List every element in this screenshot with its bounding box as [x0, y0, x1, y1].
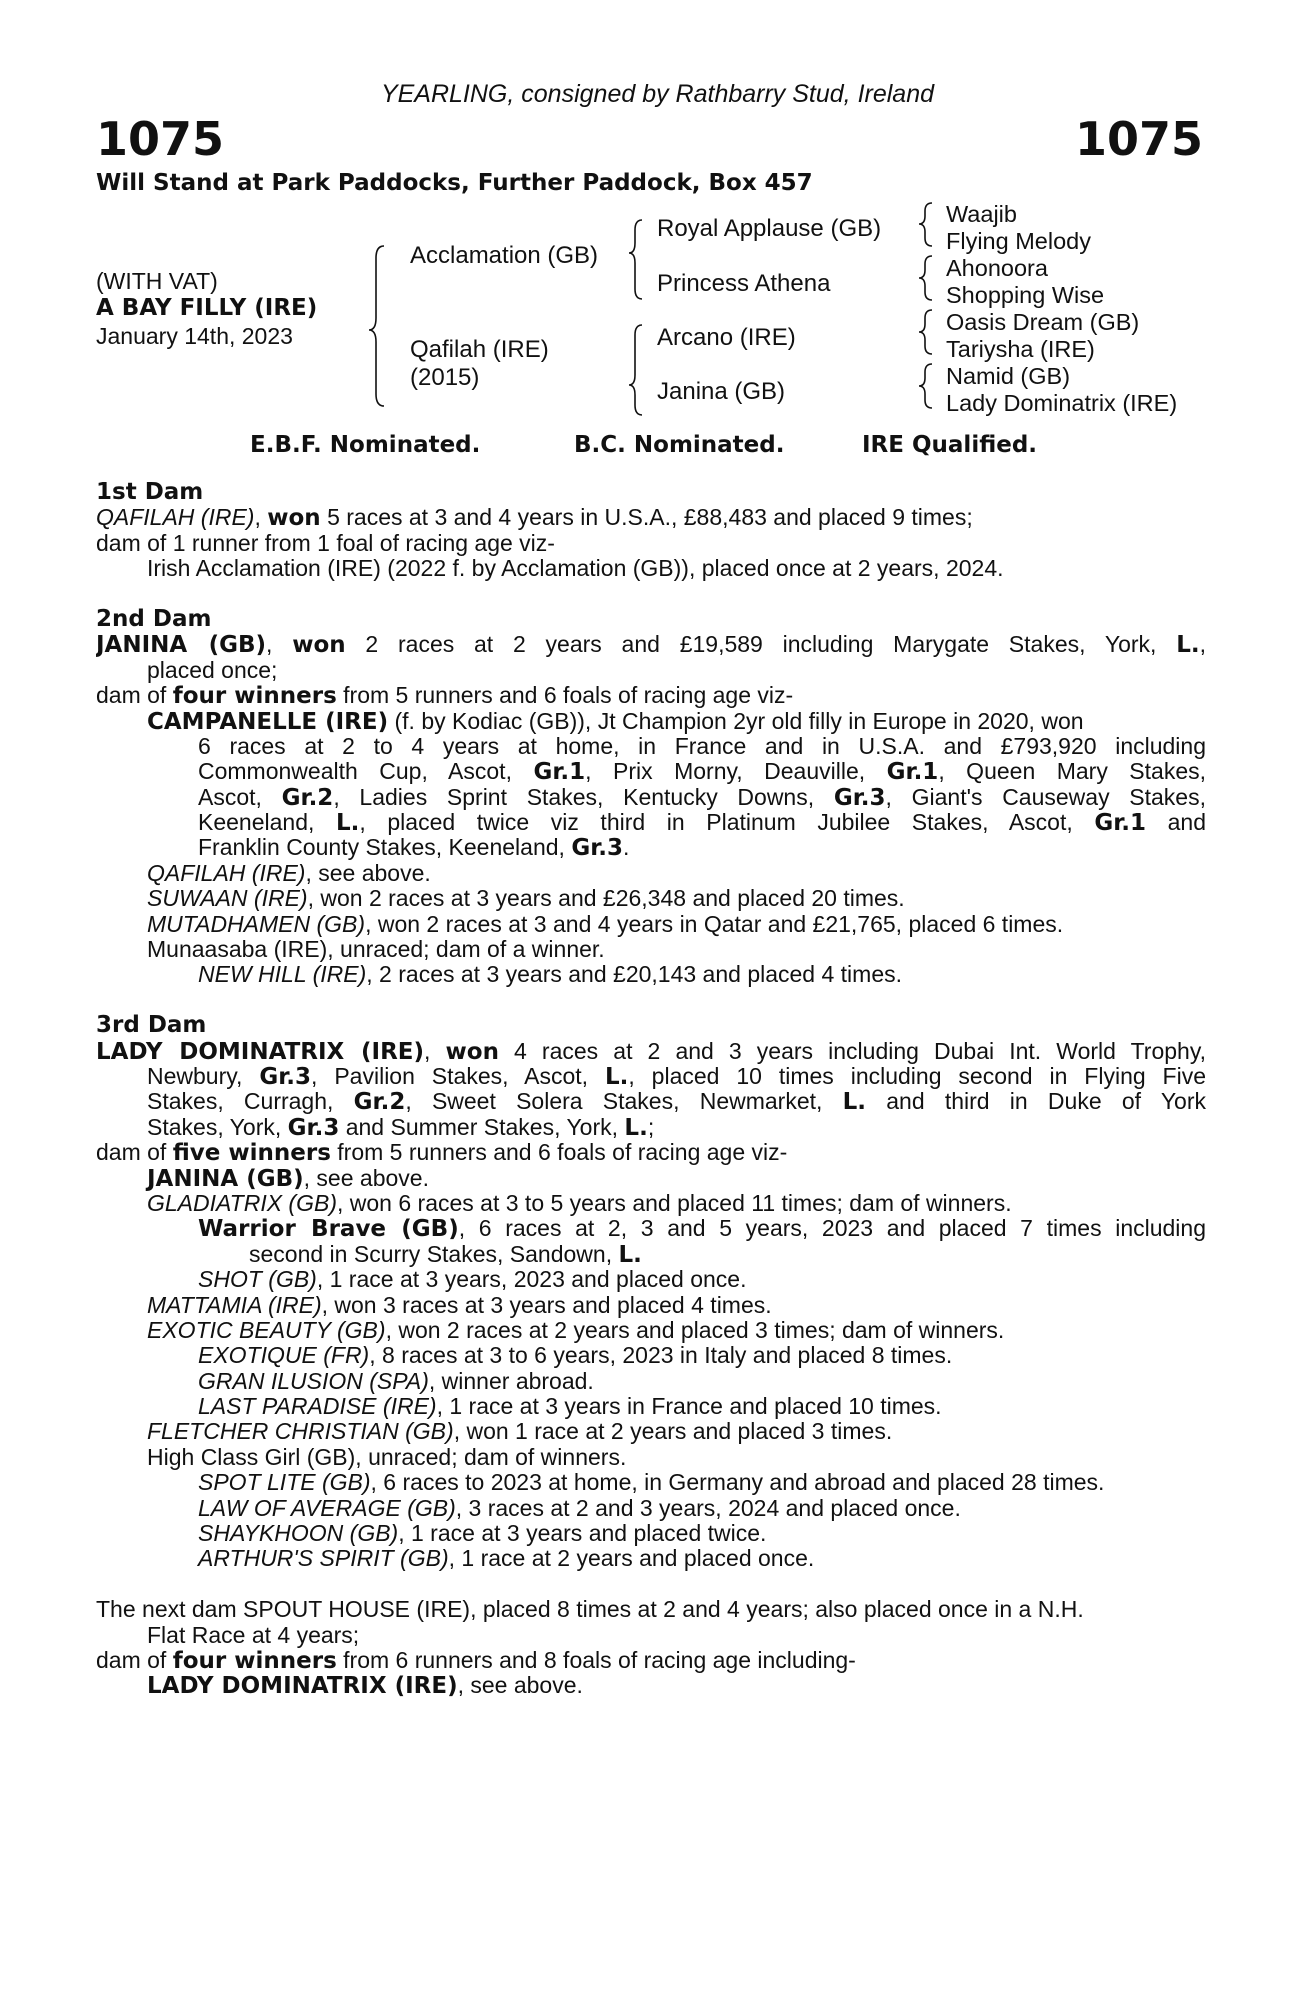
first-dam-produce-summary: dam of 1 runner from 1 foal of racing age viz- — [96, 529, 555, 556]
vat-note: (WITH VAT) — [96, 268, 218, 294]
lot-number-right: 1075 — [1074, 112, 1203, 166]
produce-entry: JANINA (GB), see above. — [147, 1164, 429, 1192]
pedigree-g2: Flying Melody — [946, 228, 1091, 254]
produce-entry: QAFILAH (IRE), see above. — [147, 859, 431, 886]
produce-entry: GRAN ILUSION (SPA), winner abroad. — [198, 1367, 594, 1394]
pedigree-sire-sire: Royal Applause (GB) — [657, 215, 882, 242]
produce-entry: Irish Acclamation (IRE) (2022 f. by Acclamation (GB)), placed once at 2 years, 2024. — [147, 555, 1004, 582]
pedigree-dam-dam: Janina (GB) — [657, 378, 786, 405]
pedigree-g1: Waajib — [946, 201, 1017, 227]
produce-entry: SHOT (GB), 1 race at 3 years, 2023 and placed once. — [198, 1266, 747, 1293]
produce-entry-cont: 6 races at 2 to 4 years at home, in France and in U.S.A. and £793,920 including — [198, 733, 1206, 759]
pedigree-sire: Acclamation (GB) — [410, 242, 599, 269]
produce-entry: SHAYKHOON (GB), 1 race at 3 years and placed twice. — [198, 1520, 767, 1547]
produce-entry-cont: Franklin County Stakes, Keeneland, Gr.3. — [198, 834, 630, 862]
produce-entry: Munaasaba (IRE), unraced; dam of a winner. — [147, 936, 605, 963]
ire-qualified: IRE Qualified. — [862, 432, 1038, 458]
next-dam-line: The next dam SPOUT HOUSE (IRE), placed 8 times at 2 and 4 years; also placed once in a N.H. — [96, 1596, 1084, 1623]
produce-entry: LAW OF AVERAGE (GB), 3 races at 2 and 3 years, 2024 and placed once. — [198, 1494, 961, 1521]
pedigree-g8: Lady Dominatrix (IRE) — [946, 390, 1178, 416]
second-dam-produce-summary: dam of four winners from 5 runners and 6 foals of racing age viz- — [96, 682, 794, 710]
produce-entry: ARTHUR'S SPIRIT (GB), 1 race at 2 years and placed once. — [198, 1545, 815, 1572]
consignor-subtitle: YEARLING, consigned by Rathbarry Stud, Ireland — [380, 80, 935, 108]
produce-entry: NEW HILL (IRE), 2 races at 3 years and £20,143 and placed 4 times. — [198, 961, 903, 988]
next-dam-line-cont: Flat Race at 4 years; — [147, 1621, 360, 1648]
produce-entry-cont: Ascot, Gr.2, Ladies Sprint Stakes, Kentucky Downs, Gr.3, Giant's Causeway Stakes, — [198, 784, 1206, 811]
produce-entry: EXOTIQUE (FR), 8 races at 3 to 6 years, 2023 in Italy and placed 8 times. — [198, 1342, 953, 1369]
lot-number-left: 1075 — [96, 112, 225, 166]
third-dam-line-cont: Newbury, Gr.3, Pavilion Stakes, Ascot, L., placed 10 times including second in Flying Five — [147, 1063, 1206, 1090]
first-dam-heading: 1st Dam — [96, 479, 204, 505]
pedigree-g7: Namid (GB) — [946, 363, 1071, 389]
pedigree-sire-dam: Princess Athena — [657, 270, 831, 297]
third-dam-line: LADY DOMINATRIX (IRE), won 4 races at 2 and 3 years including Dubai Int. World Trophy, — [96, 1038, 1206, 1064]
produce-record — [96, 480, 1206, 1699]
produce-entry: EXOTIC BEAUTY (GB), won 2 races at 2 years and placed 3 times; dam of winners. — [147, 1316, 1005, 1343]
produce-entry: Warrior Brave (GB), 6 races at 2, 3 and 5 years, 2023 and placed 7 times including — [198, 1216, 1206, 1242]
pedigree-dam-sire: Arcano (IRE) — [657, 324, 796, 351]
produce-entry: MATTAMIA (IRE), won 3 races at 3 years and placed 4 times. — [147, 1291, 772, 1318]
produce-entry-cont: Keeneland, L., placed twice viz third in Platinum Jubilee Stakes, Ascot, Gr.1 and — [198, 810, 1206, 836]
third-dam-produce-summary: dam of five winners from 5 runners and 6 foals of racing age viz- — [96, 1139, 788, 1167]
third-dam-line-cont: Stakes, Curragh, Gr.2, Sweet Solera Stakes, Newmarket, L. and third in Duke of York — [147, 1089, 1206, 1115]
second-dam-line-cont: placed once; — [147, 656, 278, 683]
foaling-date: January 14th, 2023 — [96, 323, 293, 349]
stand-location: Will Stand at Park Paddocks, Further Paddock, Box 457 — [96, 170, 813, 196]
pedigree-g5: Oasis Dream (GB) — [946, 309, 1140, 335]
produce-entry: SPOT LITE (GB), 6 races to 2023 at home, in Germany and abroad and placed 28 times. — [198, 1469, 1105, 1496]
ebf-nomination: E.B.F. Nominated. — [250, 432, 481, 458]
pedigree-g6: Tariysha (IRE) — [946, 336, 1095, 362]
third-dam-line-cont: Stakes, York, Gr.3 and Summer Stakes, York, L.; — [147, 1113, 655, 1141]
produce-entry: GLADIATRIX (GB), won 6 races at 3 to 5 years and placed 11 times; dam of winners. — [147, 1189, 1012, 1216]
pedigree-g3: Ahonoora — [946, 255, 1048, 281]
third-dam-heading: 3rd Dam — [96, 1012, 207, 1039]
produce-entry: MUTADHAMEN (GB), won 2 races at 3 and 4 years in Qatar and £21,765, placed 6 times. — [147, 910, 1064, 937]
produce-entry: SUWAAN (IRE), won 2 races at 3 years and £26,348 and placed 20 times. — [147, 885, 905, 912]
pedigree-g4: Shopping Wise — [946, 282, 1105, 308]
produce-entry: FLETCHER CHRISTIAN (GB), won 1 race at 2 years and placed 3 times. — [147, 1418, 893, 1445]
first-dam-line: QAFILAH (IRE), won 5 races at 3 and 4 years in U.S.A., £88,483 and placed 9 times; — [96, 504, 973, 532]
pedigree-dam: Qafilah (IRE) — [410, 336, 549, 363]
pedigree-dam-year: (2015) — [410, 364, 480, 391]
bc-nomination: B.C. Nominated. — [574, 432, 785, 458]
produce-entry: LADY DOMINATRIX (IRE), see above. — [147, 1672, 583, 1700]
produce-entry-cont: Commonwealth Cup, Ascot, Gr.1, Prix Morny, Deauville, Gr.1, Queen Mary Stakes, — [198, 759, 1206, 785]
second-dam-heading: 2nd Dam — [96, 605, 212, 632]
produce-entry: LAST PARADISE (IRE), 1 race at 3 years in France and placed 10 times. — [198, 1393, 942, 1420]
produce-entry: High Class Girl (GB), unraced; dam of winners. — [147, 1443, 627, 1470]
produce-entry-cont: second in Scurry Stakes, Sandown, L. — [249, 1240, 642, 1268]
second-dam-line: JANINA (GB), won 2 races at 2 years and £19,589 including Marygate Stakes, York, L., — [96, 632, 1206, 658]
horse-name: A BAY FILLY (IRE) — [96, 295, 318, 321]
produce-entry: CAMPANELLE (IRE) (f. by Kodiac (GB)), Jt Champion 2yr old filly in Europe in 2020, won — [147, 707, 1084, 735]
next-dam-produce-summary: dam of four winners from 6 runners and 8 foals of racing age including- — [96, 1646, 856, 1674]
